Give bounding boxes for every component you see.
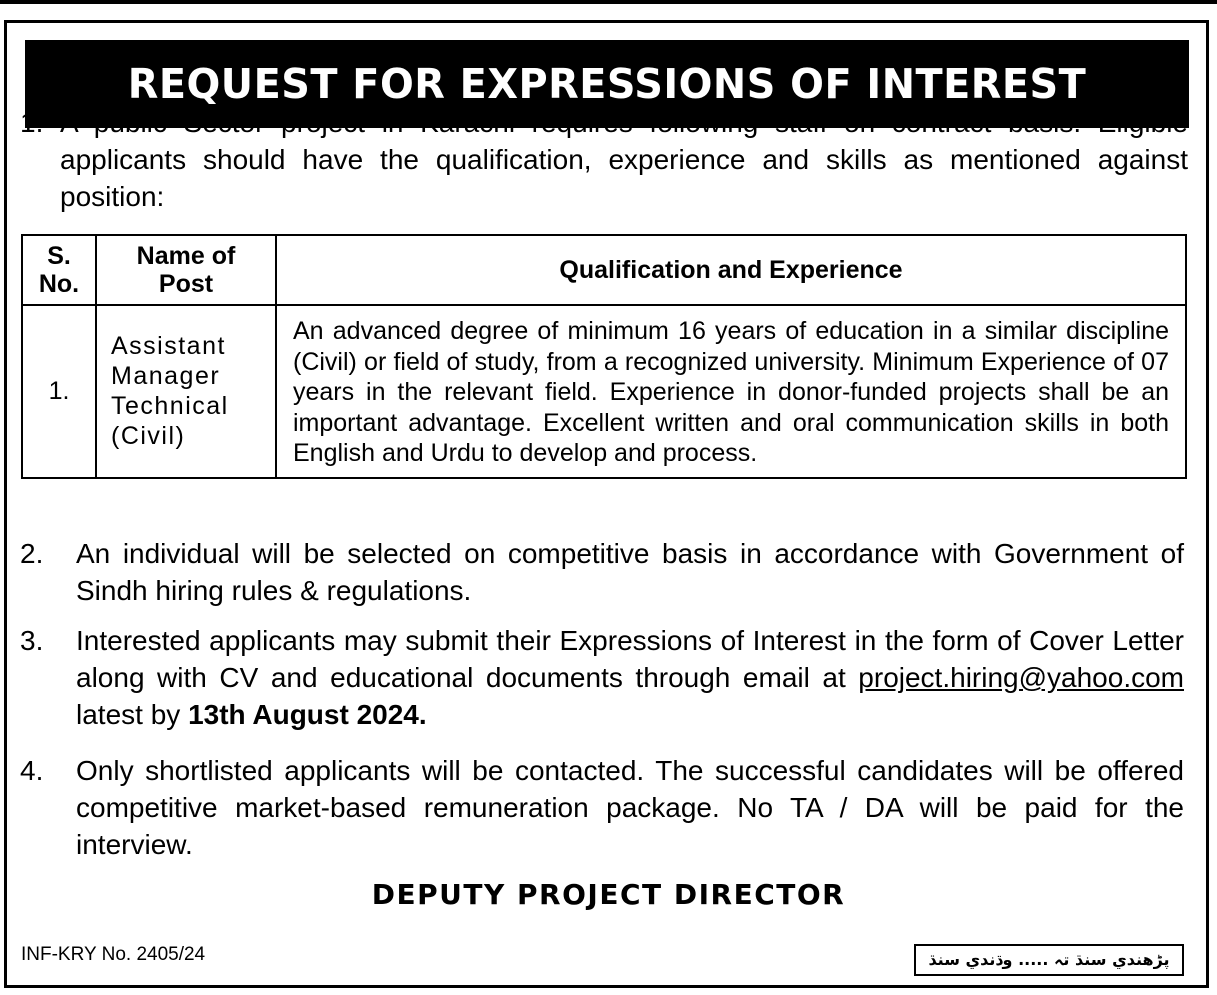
shortlist-paragraph bbox=[20, 752, 1184, 863]
email-link[interactable]: project.hiring@yahoo.com bbox=[858, 662, 1184, 693]
reference-number: INF-KRY No. 2405/24 bbox=[21, 944, 206, 965]
header-name-of-post: Name of Post bbox=[96, 235, 276, 305]
submission-text: Interested applicants may submit their Expressions of Interest in the form of Cover Letter along with CV and educational documents through email at project.hiring@yahoo.com latest by 13th August 2024. bbox=[76, 625, 1184, 730]
shortlist-text: Only shortlisted applicants will be contacted. The successful candidates will be offered competitive market-based remuneration package. No TA / DA will be paid for the interview. bbox=[76, 755, 1184, 860]
signatory-title: DEPUTY PROJECT DIRECTOR bbox=[371, 878, 846, 911]
intro-number: 1. bbox=[20, 107, 44, 138]
table-row bbox=[22, 305, 1186, 478]
signatory bbox=[0, 878, 1217, 911]
intro-text: A public Sector project in Karachi requires following staff on contract basis. Eligible applicants should have the qualification, experience and skills as mentioned against position: bbox=[60, 107, 1188, 212]
page-title: REQUEST FOR EXPRESSIONS OF INTEREST bbox=[127, 60, 1087, 108]
shortlist-number: 4. bbox=[20, 755, 44, 786]
row-serial-number: 1. bbox=[22, 305, 96, 478]
intro-paragraph bbox=[20, 104, 1188, 215]
row-post-name: Assistant Manager Technical (Civil) bbox=[96, 305, 276, 478]
selection-paragraph bbox=[20, 535, 1184, 609]
submission-number: 3. bbox=[20, 625, 44, 656]
header-serial-number: S. No. bbox=[22, 235, 96, 305]
positions-table bbox=[21, 234, 1187, 479]
submission-paragraph bbox=[20, 622, 1184, 733]
row-qualification: An advanced degree of minimum 16 years of education in a similar discipline (Civil) or field of study, from a recognized university. Minimum Experience of 07 years in the relevant field. Experience in donor-funded projects shall be an important advantage. Excellent written and oral communication skills in both English and Urdu to develop and process. bbox=[276, 305, 1186, 478]
table-header-row bbox=[22, 235, 1186, 305]
header-qualification: Qualification and Experience bbox=[276, 235, 1186, 305]
sindhi-tagline: پڑهندي سنڌ تہ ..... وڌندي سنڌ bbox=[914, 944, 1184, 976]
top-rule bbox=[0, 0, 1217, 4]
selection-text: An individual will be selected on competitive basis in accordance with Government of Sindh hiring rules & regulations. bbox=[76, 538, 1184, 606]
selection-number: 2. bbox=[20, 538, 44, 569]
deadline-date: 13th August 2024. bbox=[188, 699, 427, 730]
